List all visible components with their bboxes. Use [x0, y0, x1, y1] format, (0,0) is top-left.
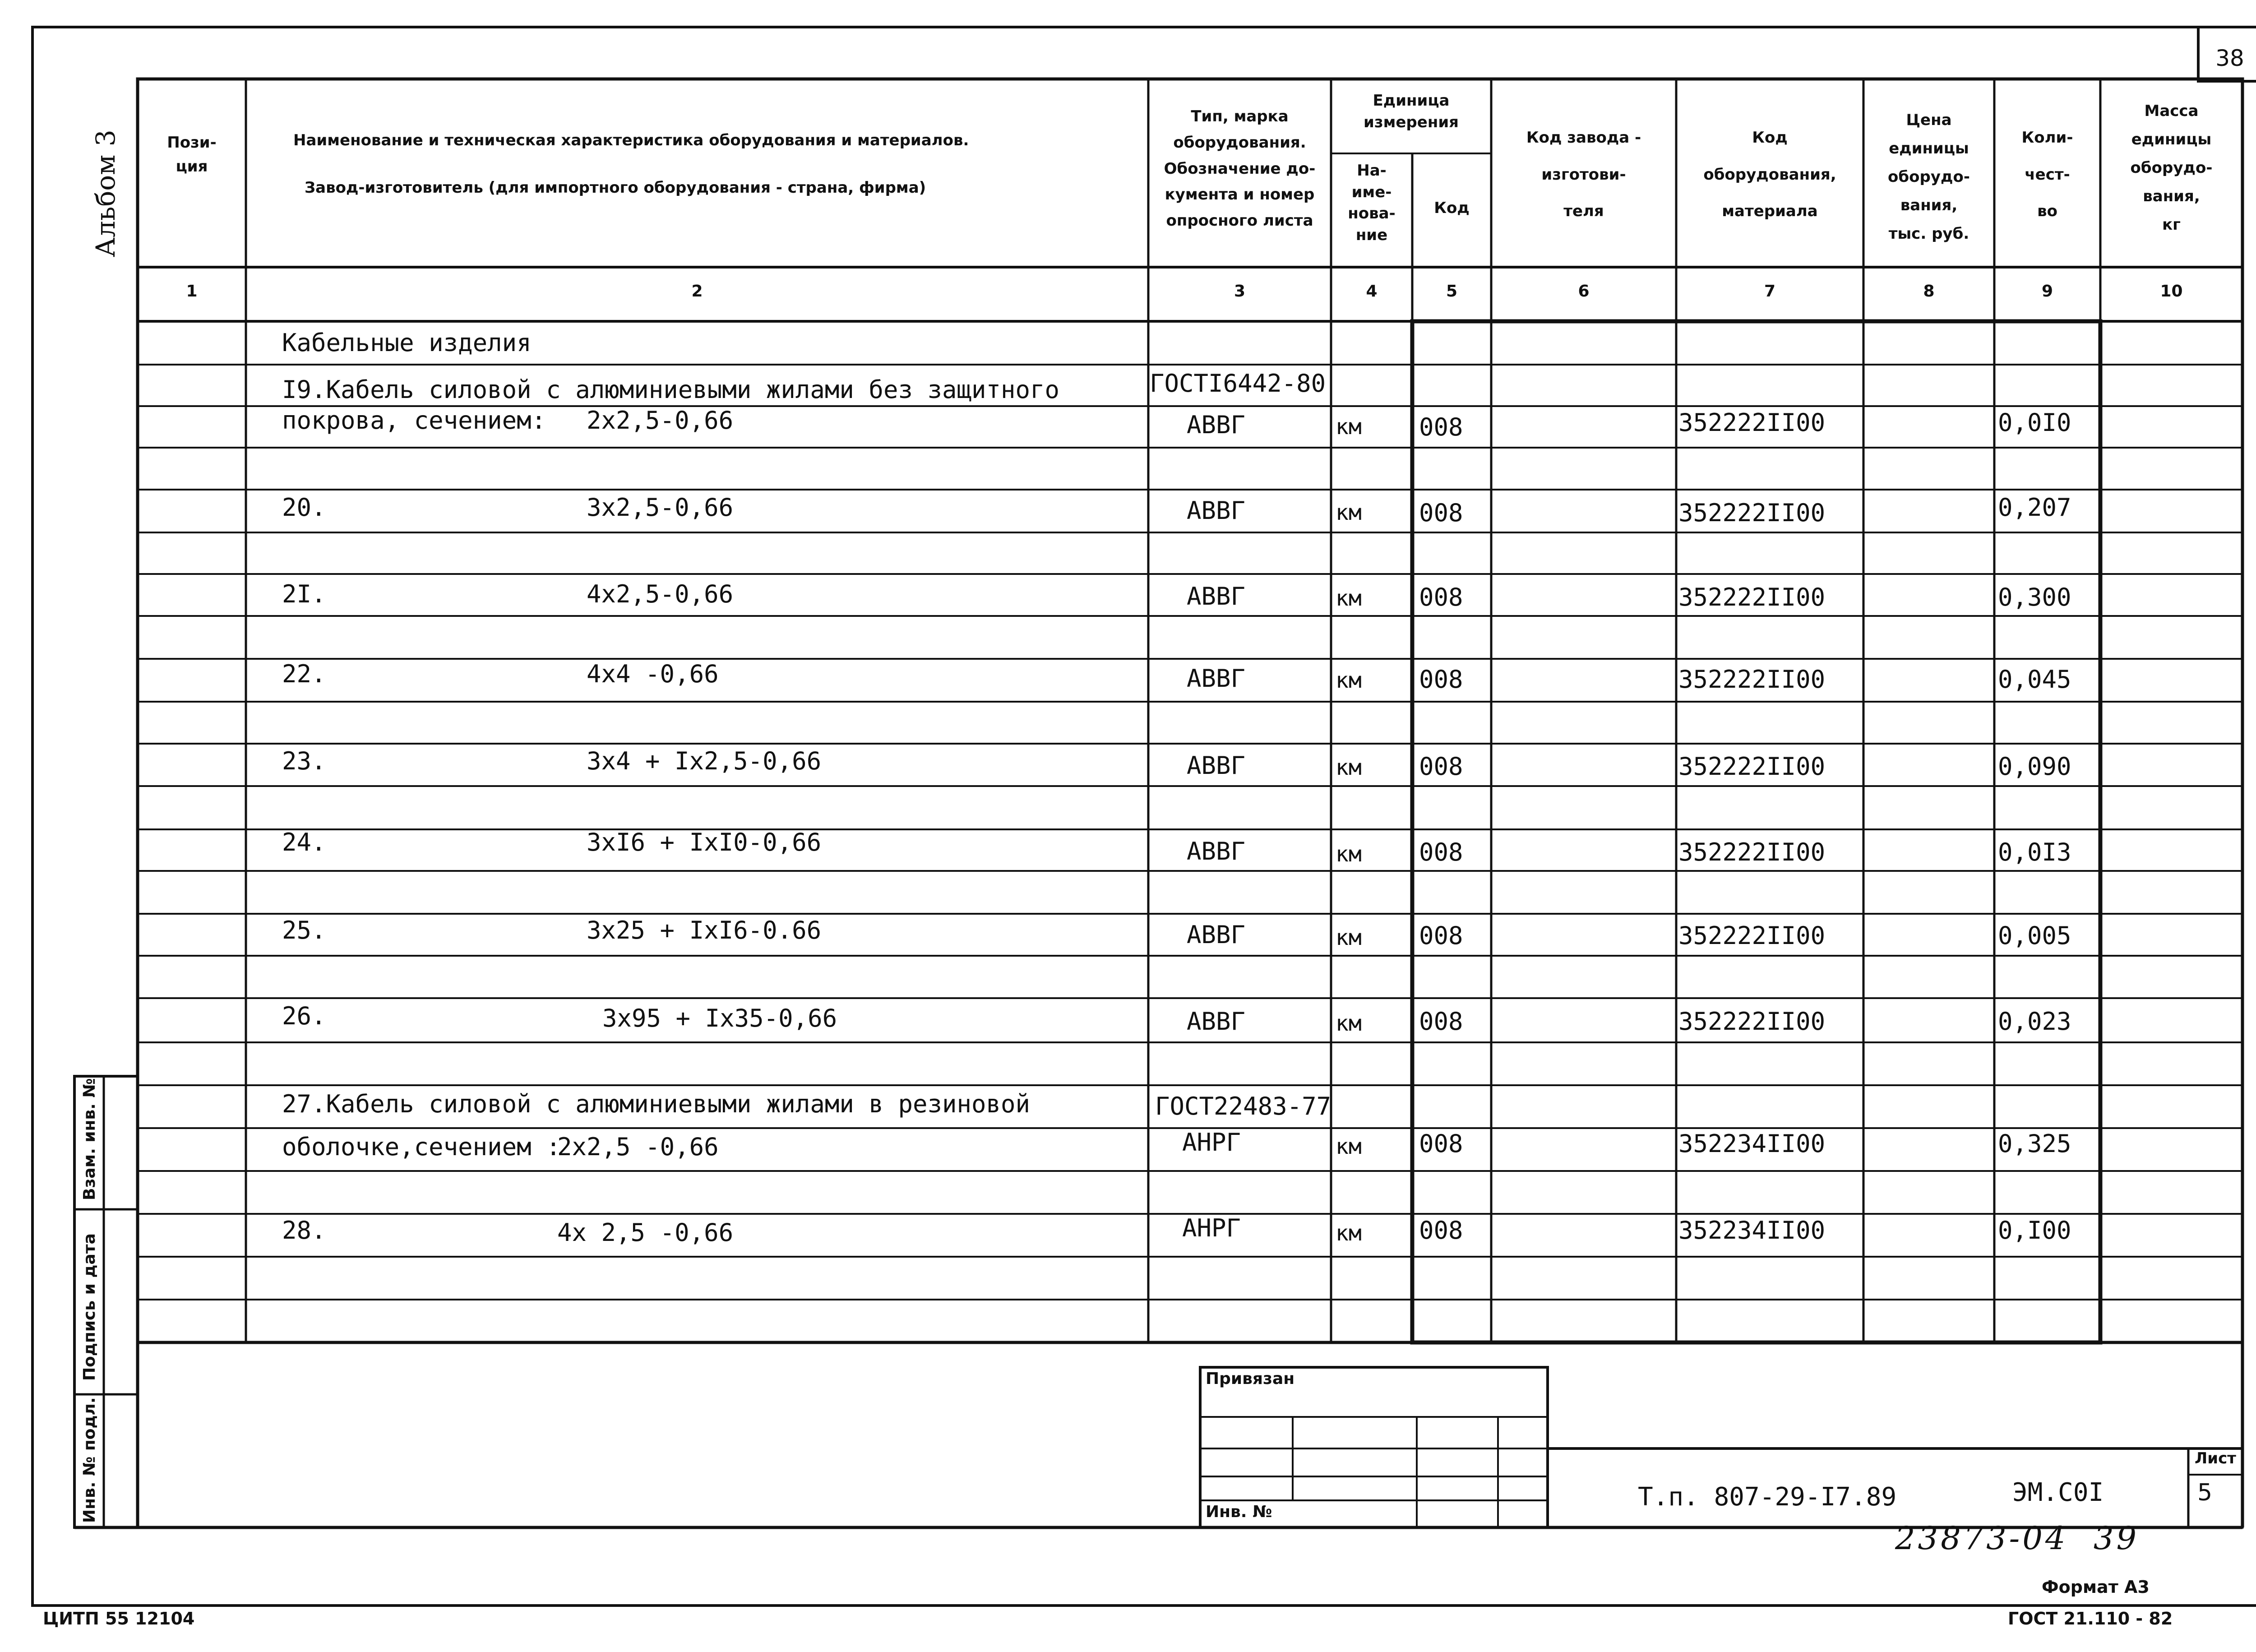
item-material-code: 352234II00	[1678, 1129, 1826, 1158]
header-quantity: Коли- чест- во	[2021, 129, 2073, 221]
item-quantity: 0,300	[1998, 583, 2071, 611]
header-unit-code: Код	[1434, 199, 1470, 217]
item-section: 2х2,5-0,66	[587, 406, 734, 435]
item-section: 4х4 -0,66	[587, 660, 719, 688]
col-num-1: 1	[186, 282, 198, 301]
item-code: 008	[1419, 752, 1463, 781]
item-section: 3хI6 + IхI0-0,66	[587, 828, 822, 856]
col-num-3: 3	[1234, 282, 1246, 301]
item-type: АВВГ	[1187, 1007, 1246, 1036]
item-name: 28.	[282, 1216, 326, 1245]
item-section: 3х25 + IхI6-0.66	[587, 916, 822, 944]
item-material-code: 352222II00	[1678, 1007, 1826, 1036]
side-stamp-vzam: Взам. инв. №	[80, 1078, 99, 1200]
item-section: 4х2,5-0,66	[587, 580, 734, 608]
item-section: 2х2,5 -0,66	[557, 1133, 719, 1161]
item-doc: ГОСТ22483-77	[1155, 1092, 1331, 1120]
stamp-list-number: 5	[2197, 1479, 2213, 1506]
item-type: АВВГ	[1187, 751, 1246, 780]
item-material-code: 352222II00	[1678, 408, 1826, 437]
item-unit: км	[1336, 755, 1362, 780]
item-quantity: 0,325	[1998, 1129, 2071, 1158]
stamp-privyazan: Привязан	[1206, 1370, 1295, 1388]
stamp-doc-code: Т.п. 807-29-I7.89	[1638, 1482, 1897, 1512]
item-name: 23.	[282, 747, 326, 775]
item-type: АВВГ	[1187, 664, 1246, 693]
item-type: АВВГ	[1187, 496, 1246, 525]
item-name: покрова, сечением:	[282, 406, 546, 435]
item-name: 22.	[282, 660, 326, 688]
item-unit: км	[1336, 925, 1362, 950]
header-position: Пози- ция	[167, 134, 217, 176]
col-num-8: 8	[1923, 282, 1935, 301]
header-material-code: Код оборудования, материала	[1703, 129, 1836, 221]
sheet-number: 38	[2215, 45, 2244, 71]
col-num-7: 7	[1764, 282, 1776, 301]
item-material-code: 352234II00	[1678, 1216, 1826, 1245]
header-unit-group: Единица измерения	[1364, 92, 1459, 131]
item-code: 008	[1419, 1216, 1463, 1245]
item-section: 3х95 + Iх35-0,66	[602, 1004, 837, 1032]
item-material-code: 352222II00	[1678, 499, 1826, 527]
item-name: I9.Кабель силовой с алюминиевыми жилами без защитного	[282, 375, 1060, 404]
item-unit: км	[1336, 414, 1362, 440]
item-type: АВВГ	[1187, 411, 1246, 439]
item-type: АНРГ	[1182, 1214, 1241, 1242]
item-material-code: 352222II00	[1678, 752, 1826, 781]
item-code: 008	[1419, 413, 1463, 441]
format-label: Формат А3	[2042, 1577, 2150, 1597]
item-unit: км	[1336, 586, 1362, 611]
item-quantity: 0,I00	[1998, 1216, 2071, 1245]
item-quantity: 0,045	[1998, 665, 2071, 694]
header-unit-name: На- име- нова- ние	[1348, 162, 1396, 244]
header-type: Тип, марка оборудования. Обозначение до- кумента и номер опросного листа	[1164, 107, 1316, 230]
item-section: 3х4 + Iх2,5-0,66	[587, 747, 822, 775]
col-num-4: 4	[1366, 282, 1378, 301]
item-quantity: 0,0I3	[1998, 838, 2071, 866]
item-name: 26.	[282, 1002, 326, 1030]
item-type: АНРГ	[1182, 1128, 1241, 1157]
item-doc: ГОСТI6442-80	[1150, 369, 1326, 398]
item-material-code: 352222II00	[1678, 583, 1826, 611]
stamp-list-label: Лист	[2195, 1449, 2236, 1467]
item-code: 008	[1419, 838, 1463, 866]
item-section: 4х 2,5 -0,66	[557, 1218, 734, 1247]
item-name: 24.	[282, 828, 326, 856]
album-label: Альбом 3	[90, 130, 121, 257]
item-type: АВВГ	[1187, 582, 1246, 611]
header-manufacturer-code: Код завода - изготови- теля	[1526, 129, 1641, 221]
item-unit: км	[1336, 1134, 1362, 1159]
item-code: 008	[1419, 583, 1463, 611]
header-unit-mass: Масса единицы оборудо- вания, кг	[2130, 102, 2213, 234]
item-quantity: 0,005	[1998, 921, 2071, 950]
item-unit: км	[1336, 1011, 1362, 1036]
handwritten-number: 23873-04 39	[1895, 1520, 2139, 1557]
item-code: 008	[1419, 499, 1463, 527]
item-name: 20.	[282, 493, 326, 522]
item-quantity: 0,090	[1998, 752, 2071, 781]
col-num-9: 9	[2041, 282, 2053, 301]
item-code: 008	[1419, 921, 1463, 950]
col-num-5: 5	[1446, 282, 1458, 301]
gost-footer: ГОСТ 21.110 - 82	[2008, 1609, 2173, 1629]
item-type: АВВГ	[1187, 837, 1246, 865]
item-quantity: 0,0I0	[1998, 408, 2071, 437]
item-code: 008	[1419, 1007, 1463, 1036]
item-unit: км	[1336, 842, 1362, 867]
section-title: Кабельные изделия	[282, 329, 532, 357]
item-name: 2I.	[282, 580, 326, 608]
side-stamp-inv: Инв. № подл.	[80, 1397, 99, 1523]
col-num-10: 10	[2160, 282, 2183, 301]
item-quantity: 0,023	[1998, 1007, 2071, 1036]
item-type: АВВГ	[1187, 921, 1246, 949]
col-num-2: 2	[691, 282, 703, 301]
side-stamp-podpis: Подпись и дата	[80, 1233, 99, 1381]
item-unit: км	[1336, 668, 1362, 693]
item-unit: км	[1336, 500, 1362, 525]
item-name: 27.Кабель силовой с алюминиевыми жилами в резиновой	[282, 1090, 1031, 1118]
item-material-code: 352222II00	[1678, 838, 1826, 866]
item-name: оболочке,сечением :	[282, 1133, 561, 1161]
item-name: 25.	[282, 916, 326, 944]
col-num-6: 6	[1578, 282, 1590, 301]
item-material-code: 352222II00	[1678, 665, 1826, 694]
item-material-code: 352222II00	[1678, 921, 1826, 950]
header-name-line2: Завод-изготовитель (для импортного оборудования - страна, фирма)	[305, 179, 926, 197]
item-code: 008	[1419, 1129, 1463, 1158]
item-code: 008	[1419, 665, 1463, 694]
stamp-mark: ЭМ.С0I	[2012, 1478, 2104, 1507]
item-section: 3х2,5-0,66	[587, 493, 734, 522]
citp-footer: ЦИТП 55 12104	[43, 1609, 195, 1629]
stamp-inv-no: Инв. №	[1206, 1503, 1272, 1521]
item-quantity: 0,207	[1998, 493, 2071, 522]
item-unit: км	[1336, 1221, 1362, 1246]
header-unit-price: Цена единицы оборудо- вания, тыс. руб.	[1888, 111, 1970, 243]
header-name-line1: Наименование и техническая характеристика оборудования и материалов.	[293, 131, 969, 149]
